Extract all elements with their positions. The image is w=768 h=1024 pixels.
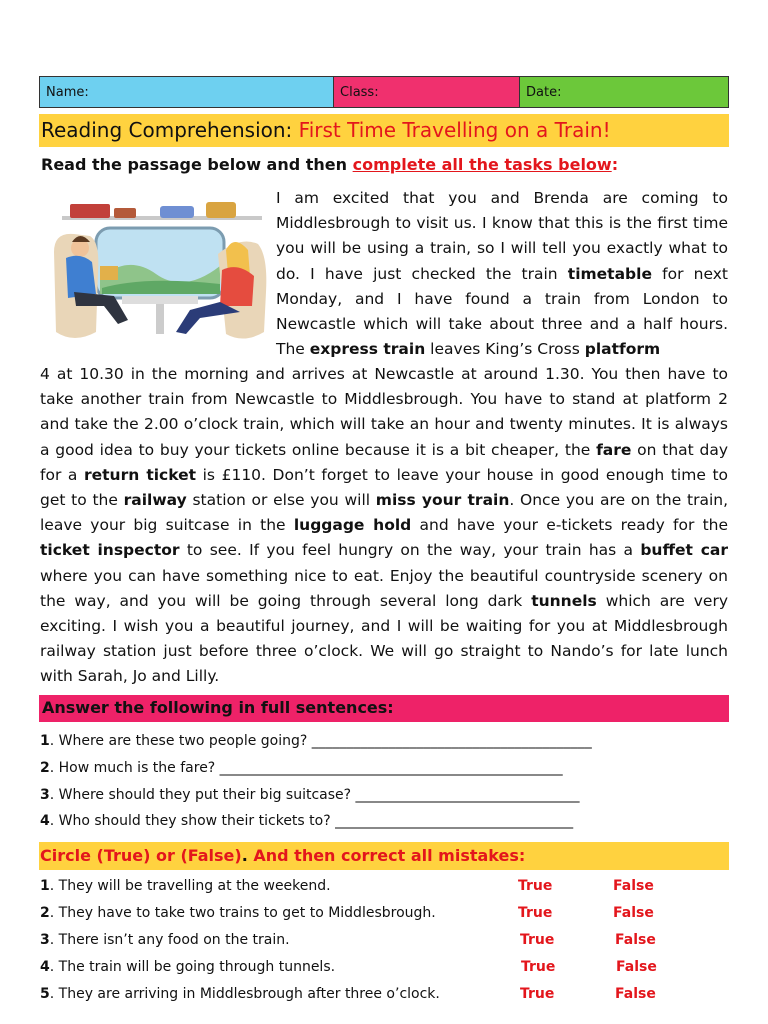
keyword-express-train: express train bbox=[309, 340, 426, 359]
keyword-ticket-inspector: ticket inspector bbox=[40, 541, 180, 560]
statement-text: . They have to take two trains to get to Middlesbrough. bbox=[49, 905, 436, 921]
keyword-buffet-car: buffet car bbox=[640, 541, 728, 560]
class-field[interactable] bbox=[334, 77, 520, 107]
statement-number: 3 bbox=[40, 932, 50, 948]
question-line[interactable] bbox=[40, 787, 580, 803]
question-number: 2 bbox=[40, 760, 50, 776]
date-field[interactable] bbox=[520, 77, 728, 107]
true-option[interactable]: True bbox=[518, 878, 553, 894]
section-true-false-heading bbox=[39, 842, 729, 870]
keyword-fare: fare bbox=[596, 440, 632, 459]
passage-text: I am excited that you and Brenda are coming to Middlesbrough to visit us. I know that this is the first time you will be using a train, so I will tell you exactly what to do. I have just checked the train bbox=[276, 189, 728, 283]
name-field[interactable] bbox=[40, 77, 334, 107]
title-main: First Time Travelling on a Train! bbox=[298, 118, 611, 142]
instructions-prefix: Read the passage below and then bbox=[41, 155, 353, 174]
question-line[interactable] bbox=[40, 813, 573, 829]
section-full-sentences-heading bbox=[39, 695, 729, 722]
keyword-return-ticket: return ticket bbox=[83, 465, 197, 484]
false-option[interactable]: False bbox=[613, 878, 654, 894]
false-option[interactable]: False bbox=[616, 959, 657, 975]
section2-heading-red: Circle (True) or (False) bbox=[40, 846, 242, 865]
statement-number: 5 bbox=[40, 986, 50, 1002]
instructions bbox=[41, 155, 618, 174]
true-option[interactable]: True bbox=[521, 959, 556, 975]
section1-heading: Answer the following in full sentences: bbox=[42, 698, 394, 717]
instructions-colon: : bbox=[611, 155, 619, 174]
keyword-tunnels: tunnels bbox=[531, 591, 597, 610]
section2-heading-dot: . bbox=[241, 846, 248, 865]
question-number: 1 bbox=[40, 733, 50, 749]
keyword-luggage-hold: luggage hold bbox=[293, 516, 412, 535]
statement-text: . The train will be going through tunnels. bbox=[49, 959, 336, 975]
keyword-platform: platform bbox=[584, 340, 661, 359]
passage-text: . Once you are on the train, leave your big suitcase in the bbox=[40, 491, 729, 535]
keyword-miss-your-train: miss your train bbox=[375, 491, 510, 510]
student-info-row bbox=[39, 76, 729, 108]
statement-line bbox=[40, 932, 290, 948]
question-line[interactable] bbox=[40, 733, 592, 749]
false-option[interactable]: False bbox=[613, 905, 654, 921]
false-option[interactable]: False bbox=[615, 932, 656, 948]
section2-heading-rest: And then correct all mistakes: bbox=[247, 846, 526, 865]
statement-text: . There isn’t any food on the train. bbox=[49, 932, 290, 948]
question-text: . How much is the fare? _________________________________________________ bbox=[49, 760, 563, 776]
passage-text: which are very exciting. I wish you a beautiful journey, and I will be waiting for you at Middlesbrough railway station just before three o’clock. We will go straight to Nando’s for late lunch with Sarah, Jo and Lilly. bbox=[40, 591, 728, 686]
keyword-railway: railway bbox=[123, 491, 187, 510]
keyword-timetable: timetable bbox=[567, 264, 652, 283]
question-number: 4 bbox=[40, 813, 50, 829]
statement-text: . They are arriving in Middlesbrough after three o’clock. bbox=[49, 986, 440, 1002]
question-number: 3 bbox=[40, 787, 50, 803]
passage-text: on that day for a bbox=[40, 440, 728, 484]
passage-text: is £110. Don’t forget to leave your house in good enough time to get to the bbox=[40, 465, 728, 510]
passage-part-1 bbox=[276, 186, 728, 362]
passage-text: station or else you will bbox=[186, 491, 376, 510]
passage-part-2 bbox=[40, 362, 728, 690]
true-option[interactable]: True bbox=[520, 986, 555, 1002]
title-prefix: Reading Comprehension: bbox=[41, 118, 299, 142]
statement-number: 2 bbox=[40, 905, 50, 921]
passage-text: where you can have something nice to eat. Enjoy the beautiful countryside scenery on the way, and you will be going through several long dark bbox=[40, 566, 728, 610]
question-text: . Where are these two people going? ________________________________________ bbox=[49, 733, 592, 749]
passage-text: 4 at 10.30 in the morning and arrives at Newcastle at around 1.30. You then have to take another train from Newcastle to Middlesbrough. You have to stand at platform 2 and take the 2.00 o’clock train, which will take an hour and twenty minutes. It is always a good idea to buy your tickets online because it is a bit cheaper, the bbox=[40, 365, 728, 459]
passage-text: for next Monday, and I have found a train from London to Newcastle which will take about three and a half hours. The bbox=[276, 264, 728, 359]
question-line[interactable] bbox=[40, 760, 563, 776]
statement-line bbox=[40, 959, 335, 975]
passage-text: and have your e-tickets ready for the bbox=[411, 516, 729, 535]
page-title bbox=[39, 114, 729, 147]
question-text: . Where should they put their big suitcase? ________________________________ bbox=[49, 787, 580, 803]
statement-line bbox=[40, 878, 331, 894]
class-label: Class: bbox=[340, 85, 379, 100]
statement-number: 4 bbox=[40, 959, 50, 975]
passage-text: leaves King’s Cross bbox=[425, 340, 585, 359]
true-option[interactable]: True bbox=[520, 932, 555, 948]
false-option[interactable]: False bbox=[615, 986, 656, 1002]
statement-number: 1 bbox=[40, 878, 50, 894]
tasks-link[interactable]: complete all the tasks below bbox=[352, 155, 612, 174]
name-label: Name: bbox=[46, 85, 89, 100]
passage-text: to see. If you feel hungry on the way, your train has a bbox=[179, 541, 641, 560]
date-label: Date: bbox=[526, 85, 562, 100]
statement-line bbox=[40, 986, 440, 1002]
question-text: . Who should they show their tickets to? __________________________________ bbox=[49, 813, 574, 829]
statement-line bbox=[40, 905, 436, 921]
true-option[interactable]: True bbox=[518, 905, 553, 921]
statement-text: . They will be travelling at the weekend. bbox=[49, 878, 331, 894]
train-passengers-illustration bbox=[44, 192, 272, 354]
